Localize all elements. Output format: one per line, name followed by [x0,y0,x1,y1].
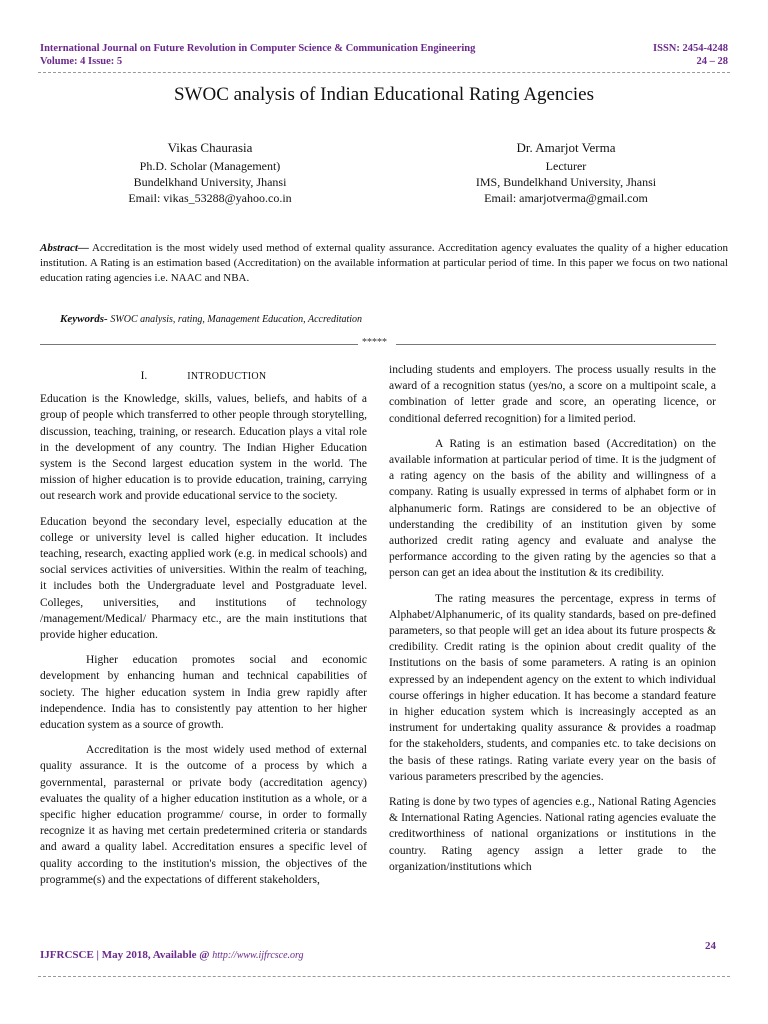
paragraph: Accreditation is the most widely used method of external quality assurance. It is the outcome of a process by which a governmental, parasternal or private body (accreditation agency) evaluates the quality of a higher education institution as a whole, or a specific higher education programme/ course, in order to formally recognize it as having met certain predetermined criteria or standards and award a quality label. Accreditation ensures a specific level of quality according to the institution's mission, the objectives of the programme(s) and the expectations of different stakeholders, [40,744,367,886]
author-name: Vikas Chaurasia [167,140,253,155]
keywords [60,313,362,325]
divider-line-right [396,344,716,345]
author-email: Email: vikas_53288@yahoo.co.in [128,191,292,205]
author-affiliation: IMS, Bundelkhand University, Jhansi [475,175,657,189]
paper-title: SWOC analysis of Indian Educational Rating Agencies [173,84,595,105]
journal-volume: Volume: 4 Issue: 5 [40,56,123,67]
page-range: 24 – 28 [696,56,728,67]
page-number: 24 [705,940,716,952]
author-role: Lecturer [545,159,587,173]
author-block-1 [60,140,360,206]
footer-url[interactable]: http://www.ijfrcsce.org [212,950,304,961]
section-divider [40,337,716,351]
divider-line-left [40,344,358,345]
column-right [389,362,716,884]
paragraph: A Rating is an estimation based (Accreditation) on the available information at particular period of time. It is the judgment of a rating agency on the basis of the ability and willingness of a company. Rating is usually expressed in terms of alphabet form or in alphanumeric form. Ratings are considered to be an objective of understanding the credibility of an institution given by some authorized credit rating agency and evaluate and analyse the performance according to the given rating by the agencies so that a person can get an idea about the institution & its credibility. [389,437,716,580]
abstract-text: Accreditation is the most widely used method of external quality assurance. Accreditation agency evaluates the quality of a higher education institution. A Rating is an estimation based (Accreditation) on the available information at particular period of time. In this paper we focus on two national education rating agencies i.e. NAAC and NBA. [40,242,729,284]
footer-text: IJFRCSCE | May 2018, Available @ [40,949,210,961]
paragraph: including students and employers. The process usually results in the award of a recognition status (yes/no, a score on a multipoint scale, a combination of letter grade and score, an operating licence, or conditional deferred recognition) for a limited period. [389,364,716,425]
issn: ISSN: 2454-4248 [653,43,728,54]
footer-rule [38,976,730,977]
author-block-2 [416,140,716,206]
column-left [40,364,367,897]
author-name: Dr. Amarjot Verma [516,140,616,155]
journal-name: International Journal on Future Revolution in Computer Science & Communication Engineering [40,43,476,54]
abstract [40,241,728,286]
divider-stars: ***** [362,337,387,348]
keywords-label: Keywords- [60,313,108,325]
header-rule [38,72,730,73]
paragraph: Rating is done by two types of agencies e.g., National Rating Agencies & International Rating Agencies. National rating agencies evaluate the creditworthiness of national organizations or institutions in the country. Rating agency assign a letter grade to the organization/institutions which [389,796,716,873]
abstract-label: Abstract— [40,242,89,254]
section-title: INTRODUCTION [187,371,267,382]
paragraph: The rating measures the percentage, express in terms of Alphabet/Alphanumeric, of its quality standards, based on pre-defined parameters, so that people will get an idea about its future prospects & credibility. Credit rating is the opinion about credit quality of the Institutions on the basis of some parameters. A rating is an opinion expressed by an independent agency on the extent to which individual course offerings in higher education. It has become a standard feature in higher education system which is increasingly accepted as an instrument for undertaking quality assurance & provides a roadmap for the stakeholders, students, and companies etc. to take decisions on the basis of these ratings. Rating variate every year on the basis of various parameters prescribed by the agencies. [389,592,716,783]
paragraph: Higher education promotes social and economic development by enhancing human and technical capabilities of society. The higher education system in India grew rapidly after independence. India has to consistently pay attention to her higher education system as a source of growth. [40,654,367,732]
paragraph: Education is the Knowledge, skills, values, beliefs, and habits of a group of people which transferred to other people through storytelling, discussion, teaching, training, or research. Education plays a vital role in the development of any country. The Indian Higher Education system is the Second largest education system in the world. The mission of higher education is to provide education, training, carrying out research work and provide educational service to the society. [40,393,367,503]
section-heading [40,368,367,385]
section-number: I. [140,370,148,382]
keywords-text: SWOC analysis, rating, Management Education, Accreditation [110,314,363,325]
footer-citation [40,949,304,961]
paragraph: Education beyond the secondary level, especially education at the college or university level is called higher education. It includes teaching, research, exacting applied work (e.g. in medical schools) and social services activities of universities. Within the realm of teaching, it includes both the Undergraduate level and Postgraduate level. Colleges, universities, and institutions of technology /management/Medical/ Pharmacy etc., are the main institutions that provide higher education. [40,515,367,642]
author-role: Ph.D. Scholar (Management) [139,159,281,173]
author-affiliation: Bundelkhand University, Jhansi [133,175,287,189]
author-email: Email: amarjotverma@gmail.com [484,191,648,205]
